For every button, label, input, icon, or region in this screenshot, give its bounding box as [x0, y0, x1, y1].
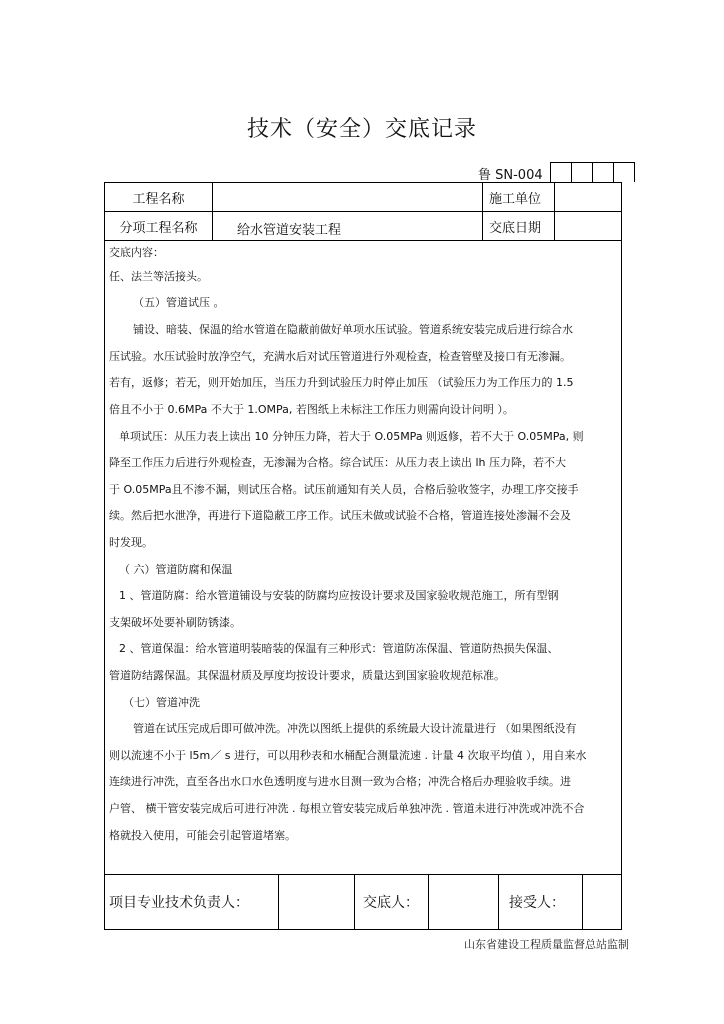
- content-line: 则以流速不小于 l5m／ s 进行，可以用秒表和水桶配合测量流速 . 计量 4 次取平均值 ），用自来水: [109, 749, 587, 762]
- content-line: （ 六）管道防腐和保温: [119, 563, 233, 576]
- content-line: 压试验。水压试验时放净空气，充满水后对试压管道进行外观检查，检查管壁及接口有无渗漏。: [109, 350, 571, 363]
- date-value: [555, 212, 621, 240]
- content-line: 若有，返修；若无，则开始加压，当压力升到试验压力时停止加压 （试验压力为工作压力的 1.5: [109, 376, 574, 389]
- discloser-label: 交底人：: [355, 875, 429, 929]
- tech-lead-signature[interactable]: [279, 875, 355, 929]
- content-line: 连续进行冲洗，直至各出水口水色透明度与进水目测一致为合格；冲洗合格后办理验收手续。进: [109, 775, 571, 788]
- content-line: 支架破坏处要补刷防锈漆。: [109, 616, 241, 629]
- code-boxes: [550, 162, 635, 182]
- content-line: 任、法兰等活接头。: [109, 270, 208, 283]
- code-box: [593, 162, 614, 182]
- content-line: 续。然后把水泄净，再进行下道隐蔽工序工作。试压未做或试验不合格，管道连接处渗漏不会及: [109, 509, 571, 522]
- sub-project-label: 分项工程名称: [105, 212, 213, 240]
- project-name-value: [213, 183, 483, 211]
- content-line: （五）管道试压 。: [133, 296, 225, 309]
- code-box: [551, 162, 572, 182]
- header-row-1: [105, 183, 621, 212]
- content-line: 倍且不小于 0.6MPa 不大于 1.OMPa, 若图纸上未标注工作压力则需向设计问明 ）。: [109, 403, 514, 416]
- header-row-2: [105, 212, 621, 241]
- code-box: [614, 162, 635, 182]
- footer-note: 山东省建设工程质量监督总站监制: [464, 938, 629, 951]
- document-title: 技术（安全）交底记录: [246, 117, 477, 142]
- receiver-label: 接受人：: [499, 875, 583, 929]
- content-line: 降至工作压力后进行外观检查，无渗漏为合格。综合试压：从压力表上读出 lh 压力降，若不大: [109, 456, 567, 469]
- sub-project-value: 给水管道安装工程: [213, 212, 483, 240]
- content-line: 1 、管道防腐：给水管道铺设与安装的防腐均应按设计要求及国家验收规范施工，所有型钢: [119, 589, 559, 602]
- content-line: 管道防结露保温。其保温材质及厚度均按设计要求，质量达到国家验收规范标准。: [109, 669, 505, 682]
- content-line: 铺设、暗装、保温的给水管道在隐蔽前做好单项水压试验。管道系统安装完成后进行综合水: [133, 323, 573, 336]
- construction-unit-value: [555, 183, 621, 211]
- date-label: 交底日期: [483, 212, 555, 240]
- discloser-signature[interactable]: [429, 875, 499, 929]
- content-line: （七）管道冲洗: [123, 696, 200, 709]
- content-line: 单项试压：从压力表上读出 10 分钟压力降，若大于 O.05MPa 则返修，若不大于 O.05MPa, 则: [119, 430, 584, 443]
- disclosure-content: [105, 241, 621, 875]
- content-line: 于 O.05MPa且不渗不漏，则试压合格。试压前通知有关人员，合格后验收签字，办理工序交接手: [109, 483, 579, 496]
- content-line: 户管、 横干管安装完成后可进行冲洗 . 每根立管安装完成后单独冲洗 . 管道未进行冲洗或冲洗不合: [109, 802, 585, 815]
- content-line: 格就投入使用，可能会引起管道堵塞。: [109, 829, 296, 842]
- document-code: 鲁 SN-004: [478, 168, 543, 183]
- code-box: [572, 162, 593, 182]
- content-line: 交底内容：: [109, 246, 164, 259]
- content-line: 时发现。: [109, 536, 153, 549]
- content-line: 管道在试压完成后即可做冲洗。冲洗以图纸上提供的系统最大设计流量进行 （如果图纸没有: [133, 722, 577, 735]
- receiver-signature[interactable]: [583, 875, 621, 929]
- record-sheet: [104, 182, 622, 930]
- construction-unit-label: 施工单位: [483, 183, 555, 211]
- content-line: 2 、管道保温：给水管道明装暗装的保温有三种形式：管道防冻保温、管道防热损失保温、: [119, 642, 559, 655]
- tech-lead-label: 项目专业技术负责人：: [105, 875, 279, 929]
- signature-row: [105, 875, 621, 929]
- project-name-label: 工程名称: [105, 183, 213, 211]
